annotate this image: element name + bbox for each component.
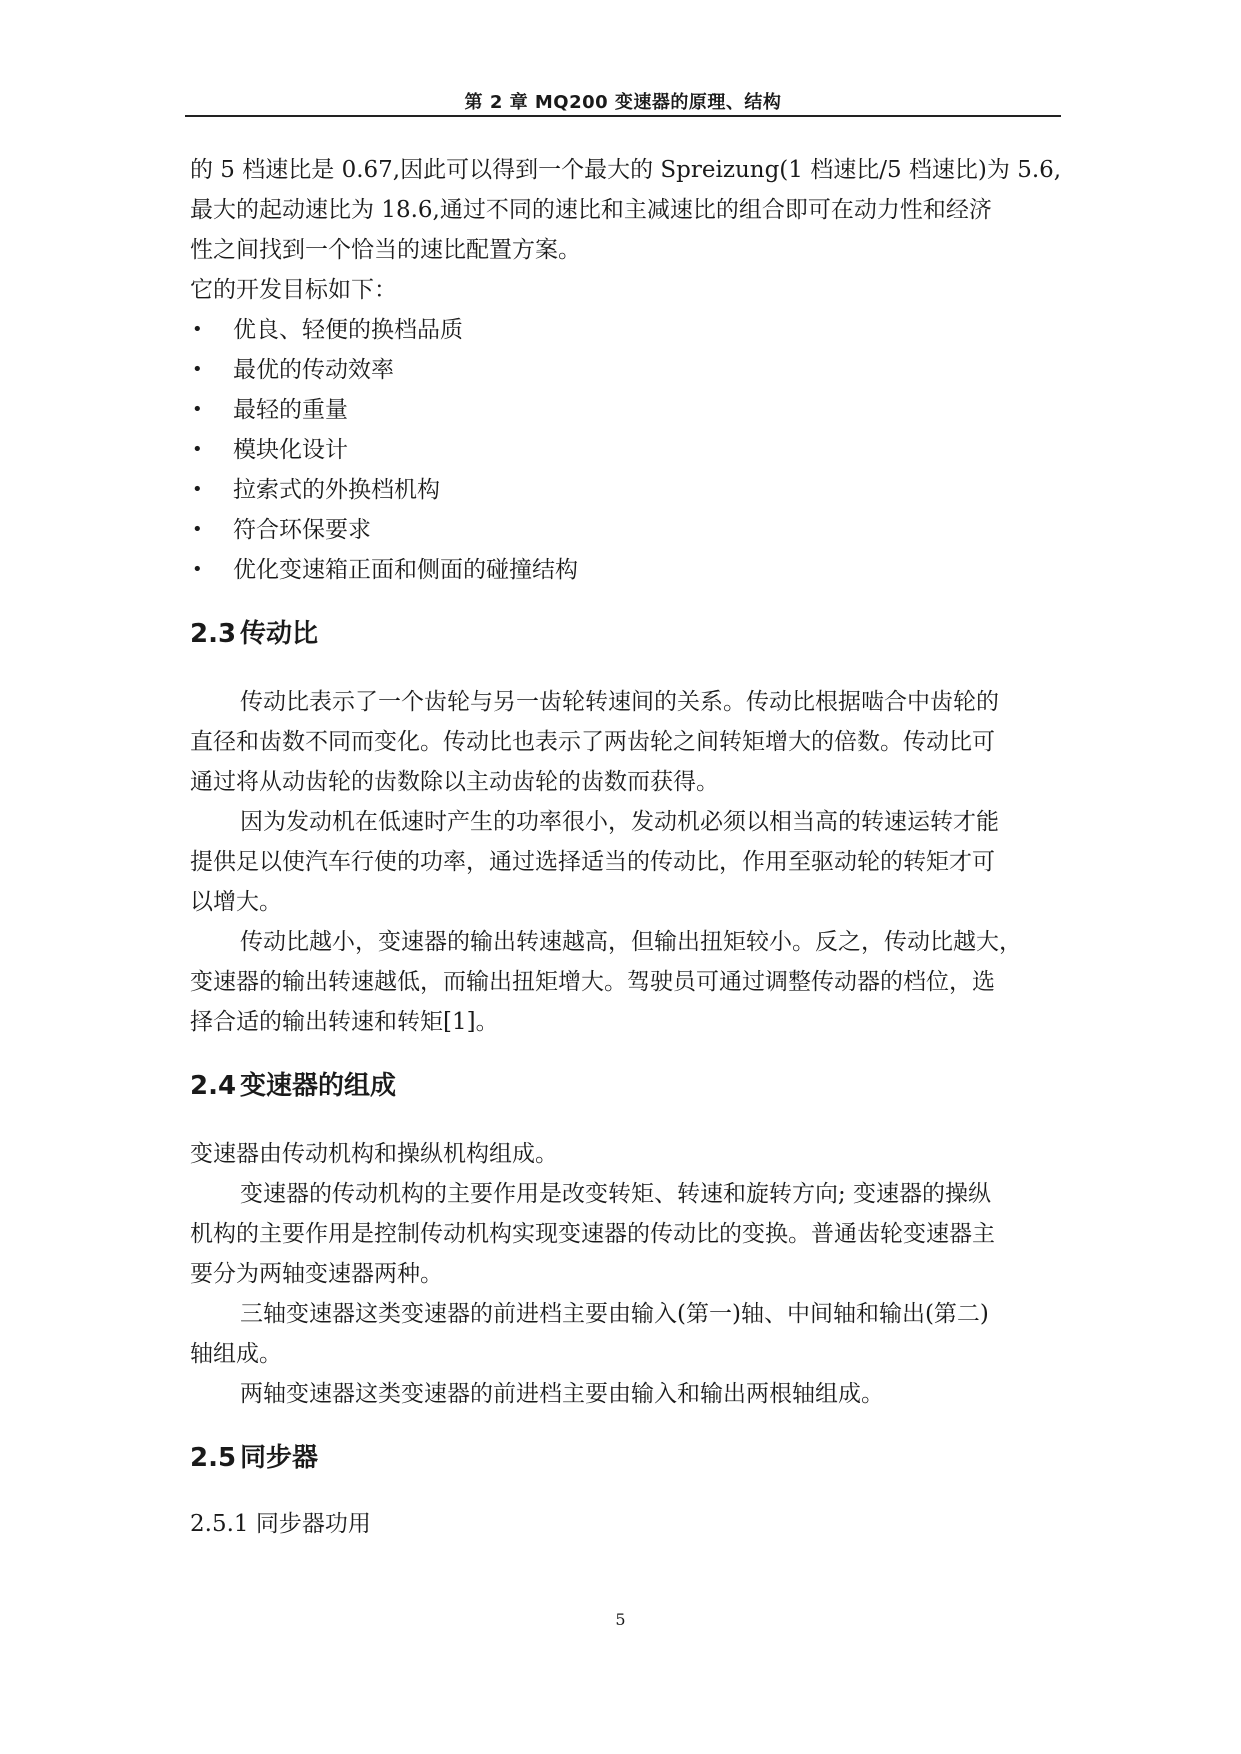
bullet-icon: • [192,439,203,460]
list-item [190,430,1060,470]
list-item-text: 最轻的重量 [233,397,348,423]
section-title: 同步器 [240,1443,319,1473]
bullet-icon: • [192,559,203,580]
list-item [190,510,1060,550]
list-item-text: 最优的传动效率 [233,357,394,383]
bullet-icon: • [192,479,203,500]
paragraph-line: 变速器的传动机构的主要作用是改变转矩、转速和旋转方向; 变速器的操纵 [240,1181,992,1207]
section-heading [190,1066,1060,1114]
paragraph-line: 提供足以使汽车行使的功率，通过选择适当的传动比，作用至驱动轮的转矩才可 [190,849,995,875]
bullet-icon: • [192,319,203,340]
page-body [190,150,1060,1544]
list-item-text: 优化变速箱正面和侧面的碰撞结构 [233,557,578,583]
bullet-icon: • [192,519,203,540]
list-item-text: 模块化设计 [233,437,348,463]
list-item [190,550,1060,590]
paragraph-line: 直径和齿数不同而变化。传动比也表示了两齿轮之间转矩增大的倍数。传动比可 [190,729,995,755]
list-item [190,470,1060,510]
list-item [190,350,1060,390]
paragraph-line: 两轴变速器这类变速器的前进档主要由输入和输出两根轴组成。 [240,1381,884,1407]
subsection-heading: 2.5.1 同步器功用 [190,1511,371,1537]
list-item-text: 拉索式的外换档机构 [233,477,440,503]
list-item [190,390,1060,430]
paragraph-line: 轴组成。 [190,1341,282,1367]
section-number: 2.4 [190,1071,237,1101]
goals-list [190,310,1060,590]
section-title: 传动比 [240,619,319,649]
paragraph-line: 最大的起动速比为 18.6,通过不同的速比和主减速比的组合即可在动力性和经济 [190,197,992,223]
section-heading [190,1438,1060,1486]
paragraph-line: 它的开发目标如下： [190,277,397,303]
paragraph-line: 机构的主要作用是控制传动机构实现变速器的传动比的变换。普通齿轮变速器主 [190,1221,995,1247]
section-heading [190,614,1060,662]
paragraph-line: 的 5 档速比是 0.67,因此可以得到一个最大的 Spreizung(1 档速比/5 档速比)为 5.6, [190,157,1062,183]
paragraph-line: 择合适的输出转速和转矩[1]。 [190,1009,499,1035]
section-number: 2.3 [190,619,237,649]
paragraph-line: 要分为两轴变速器两种。 [190,1261,443,1287]
list-item-text: 符合环保要求 [233,517,371,543]
list-item-text: 优良、轻便的换档品质 [233,317,463,343]
paragraph-line: 变速器的输出转速越低，而输出扭矩增大。驾驶员可通过调整传动器的档位，选 [190,969,995,995]
paragraph-line: 三轴变速器这类变速器的前进档主要由输入(第一)轴、中间轴和输出(第二) [240,1301,989,1327]
section-title: 变速器的组成 [240,1071,397,1101]
paragraph-line: 通过将从动齿轮的齿数除以主动齿轮的齿数而获得。 [190,769,719,795]
paragraph-line: 传动比表示了一个齿轮与另一齿轮转速间的关系。传动比根据啮合中齿轮的 [240,689,999,715]
running-header: 第 2 章 MQ200 变速器的原理、结构 [464,92,782,113]
paragraph-line: 性之间找到一个恰当的速比配置方案。 [190,237,581,263]
section-number: 2.5 [190,1443,237,1473]
list-item [190,310,1060,350]
bullet-icon: • [192,399,203,420]
page-number: 5 [615,1610,626,1629]
paragraph-line: 以增大。 [190,889,282,915]
paragraph-line: 变速器由传动机构和操纵机构组成。 [190,1141,558,1167]
paragraph-line: 因为发动机在低速时产生的功率很小，发动机必须以相当高的转速运转才能 [240,809,999,835]
paragraph-line: 传动比越小，变速器的输出转速越高，但输出扭矩较小。反之，传动比越大， [240,929,1022,955]
bullet-icon: • [192,359,203,380]
header-rule [185,115,1061,117]
